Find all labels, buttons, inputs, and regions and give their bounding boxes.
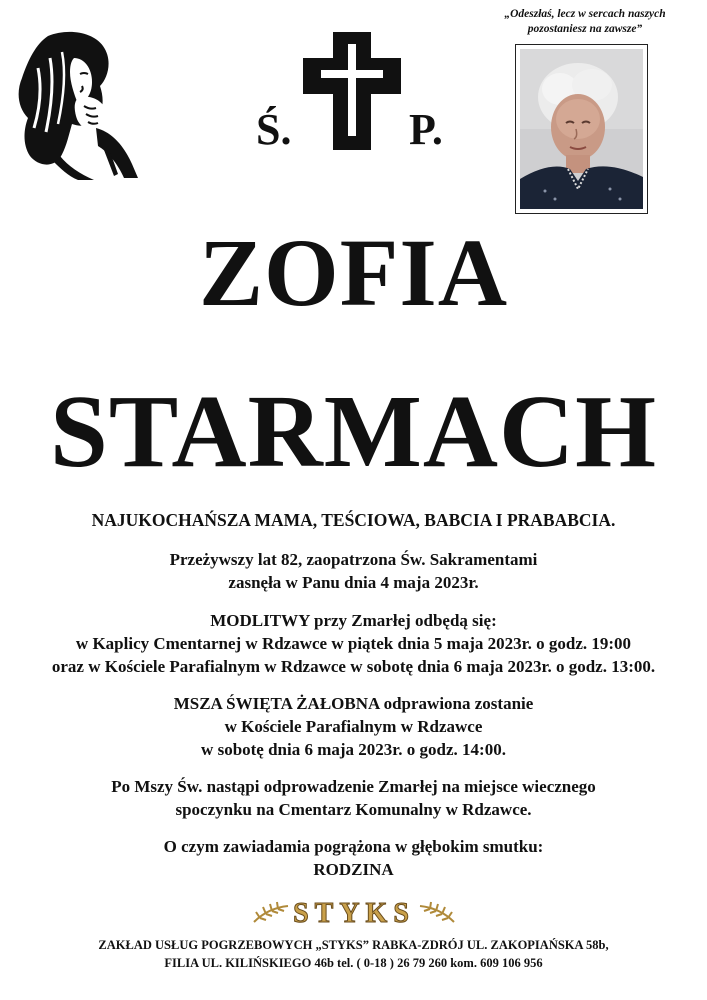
footer bbox=[0, 936, 707, 972]
praying-christ-icon bbox=[8, 28, 143, 183]
relation-line: NAJUKOCHAŃSZA MAMA, TEŚCIOWA, BABCIA I PRABABCIA. bbox=[91, 510, 616, 530]
styks-logo bbox=[248, 892, 460, 932]
styks-logo-text: STYKS bbox=[293, 898, 415, 929]
death-line-2: zasnęła w Panu dnia 4 maja 2023r. bbox=[228, 573, 479, 592]
motto-line-1: „Odeszłaś, lecz w sercach naszych bbox=[504, 8, 666, 20]
burial-line-1: Po Mszy Św. nastąpi odprowadzenie Zmarłej na miejsce wiecznego bbox=[111, 777, 596, 796]
notice-line-2: RODZINA bbox=[313, 860, 394, 879]
last-name: STARMACH bbox=[50, 374, 657, 489]
notice-line-1: O czym zawiadamia pogrążona w głębokim smutku: bbox=[163, 837, 544, 856]
death-line-1: Przeżywszy lat 82, zaopatrzona Św. Sakramentami bbox=[169, 550, 538, 569]
sp-letter-p: P. bbox=[409, 105, 443, 154]
burial-line-2: spoczynku na Cmentarz Komunalny w Rdzawce. bbox=[175, 800, 532, 819]
latin-cross-icon bbox=[303, 32, 401, 150]
prayers-line-2: w Kaplicy Cmentarnej w Rdzawce w piątek dnia 5 maja 2023r. o godz. 19:00 bbox=[75, 634, 632, 653]
prayers-line-3: oraz w Kościele Parafialnym w Rdzawce w sobotę dnia 6 maja 2023r. o godz. 13:00. bbox=[51, 657, 656, 676]
motto-quote bbox=[470, 7, 700, 37]
first-name: ZOFIA bbox=[198, 219, 509, 326]
portrait-photo bbox=[520, 49, 643, 209]
motto-line-2: pozostaniesz na zawsze” bbox=[527, 23, 643, 35]
prayers-line-1: MODLITWY przy Zmarłej odbędą się: bbox=[210, 611, 497, 630]
mass-line-2: w Kościele Parafialnym w Rdzawce bbox=[224, 717, 483, 736]
footer-line-2: FILIA UL. KILIŃSKIEGO 46b tel. ( 0-18 ) 26 79 260 kom. 609 106 956 bbox=[164, 956, 543, 970]
footer-line-1: ZAKŁAD USŁUG POGRZEBOWYCH „STYKS” RABKA-ZDRÓJ UL. ZAKOPIAŃSKA 58b, bbox=[98, 938, 609, 952]
sp-letter-s: Ś. bbox=[256, 105, 292, 154]
portrait-frame bbox=[515, 44, 648, 214]
mass-line-3: w sobotę dnia 6 maja 2023r. o godz. 14:00. bbox=[201, 740, 506, 759]
mass-line-1: MSZA ŚWIĘTA ŻAŁOBNA odprawiona zostanie bbox=[173, 694, 534, 713]
